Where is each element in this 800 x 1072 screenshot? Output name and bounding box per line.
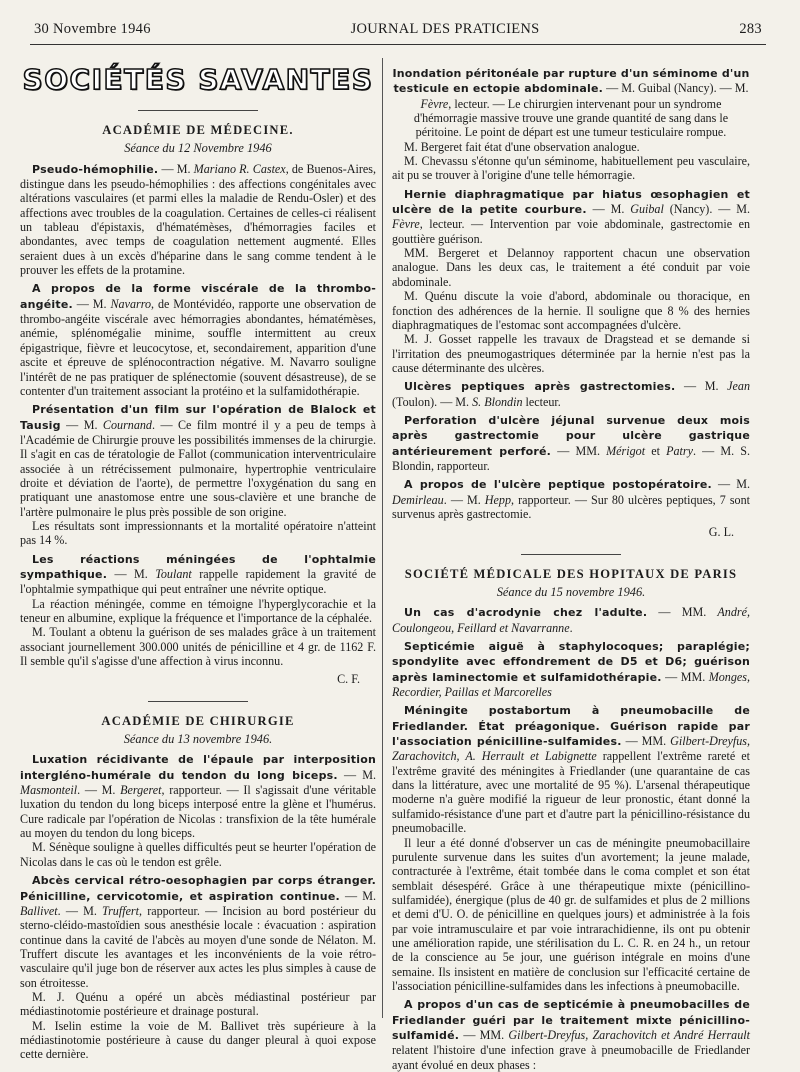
article-paragraph: M. Chevassu s'étonne qu'un séminome, habituellement peu vasculaire, ait pu se trouver à l'origine d'une telle hémorragie. bbox=[392, 154, 750, 183]
article-title: Septicémie aiguë à staphylocoques; paraplégie; spondylite avec effondrement de D5 et D6; guérison après laminectomie et sulfamidothérapie. bbox=[392, 640, 750, 684]
author: Cournand bbox=[102, 417, 152, 432]
article-title: Présentation d'un film sur l'opération de Blalock et Tausig bbox=[20, 403, 376, 432]
article-title: Méningite postabortum à pneumobacille de Friedlander. État préagonique. Guérison rapide par l'association pénicilline-sulfamides. bbox=[392, 704, 750, 749]
author: Ballivet bbox=[20, 903, 58, 918]
article-title: A propos de l'ulcère peptique postopératoire. bbox=[404, 478, 712, 492]
article-body: , rapporteur. — Sur 80 ulcères peptiques, 7 sont survenus après gastrectomie. bbox=[392, 492, 750, 521]
header-journal: JOURNAL DES PRATICIENS bbox=[350, 20, 540, 37]
article: Inondation péritonéale par rupture d'un séminome d'un testicule en ectopie abdominale. — M. Guibal (Nancy). — M. Fèvre, lecteur. — Le chirurgien intervenant pour un syndrome d'hémorragie massive trouve une grande quantité de sang dans le péritoine. Le point de départ est une tumeur testiculaire rompue. bbox=[392, 67, 750, 140]
article-title: A propos d'un cas de septicémie à pneumobacilles de Friedlander guéri par le traitement mixte pénicillino-sulfamidé. bbox=[392, 998, 750, 1042]
article: Pseudo-hémophilie. — M. Mariano R. Castex, de Buenos-Aires, distingue dans les pseudo-hémophilies : des affections congénitales avec altérations vasculaires (et parmi elles la maladie de Rendu-Osler) et des affections avec troubles de la coagulation. Certaines de celles-ci réalisent un tableau d'épistaxis, d'hématémèses, d'hémorragies faciles et abondantes, avec temps de coagulation nettement augmenté. Elles seraient dues à un excès d'héparine dans le sang comme tendent à le prouver les effets de la protamine. bbox=[20, 161, 376, 278]
section-rule bbox=[521, 554, 621, 555]
article-paragraph: M. Toulant a obtenu la guérison de ses malades grâce à un traitement associant journellement 300.000 unités de pénicilline et 4 gr. de 1162 F. Il semble qu'il s'agisse d'une affection à virus inconnu. bbox=[20, 625, 376, 669]
author: Truffert bbox=[102, 903, 139, 918]
article: Présentation d'un film sur l'opération de Blalock et Tausig — M. Cournand. — Ce film montré il y a peu de temps à l'Académie de Chirurgie prouve les possibilités immenses de la chirurgie. Il s'agit en cas de tératologie de Fallot (communication interventriculaire associée à un rétrécissement pulmonaire, hypertrophie ventriculaire droite et déviation de l'aorte), de permettre l'oxygénation du sang en pratiquant une anastomose entre une sous-clavière et une branche de l'artère pulmonaire le plus près possible de son origine. bbox=[20, 403, 376, 519]
article-title: A propos de la forme viscérale de la thrombo-angéite. bbox=[20, 282, 376, 311]
author: Hepp bbox=[484, 492, 511, 507]
article-paragraph: MM. Bergeret et Delannoy rapportent chacun une observation analogue. Dans les deux cas, le traitement a été conduit par voie abdominale. bbox=[392, 246, 750, 289]
article-title: Hernie diaphragmatique par hiatus œsophagien et ulcère de la petite courbure. bbox=[392, 187, 750, 217]
header-page-number: 283 bbox=[739, 20, 762, 37]
article-paragraph: Il leur a été donné d'observer un cas de méningite pneumobacillaire purulente survenue dans les suites d'un avortement; la jeune malade, contracturée à l'extrême, était tombée dans le coma complet et son état semblait désespéré. Grâce à une thérapeutique mixte (pénicillino-sulfamidée), énergique (plus de 40 gr. de sulfamides et plus de 2 millions et demi d'U. O. de pénicilline en quelques jours) et administrée à la fois par voie intramusculaire et par voie intrarachidienne, ils ont pu obtenir une amélioration rapide, une stérilisation du L. C. R. en 24 h., un retour de la conscience au 5e jour, une guérison intégrale en moins d'une semaine. Ils insistent en matière de conclusion sur l'efficacité certaine de l'association pénicilline-sulfamides dans les infections à pneumobacille. bbox=[392, 835, 750, 993]
author: Masmonteil bbox=[20, 783, 78, 798]
running-header bbox=[34, 18, 762, 40]
article: Méningite postabortum à pneumobacille de Friedlander. État préagonique. Guérison rapide par l'association pénicilline-sulfamides. — MM. Gilbert-Dreyfus, Zarachovitch, A. Herrault et Labignette rappellent l'extrême rareté et l'extrême gravité des méningites à Friedlander (une quarantaine de cas dans la littérature, avec une mortalité de 95 %). L'arsenal thérapeutique moderne n'a guère modifié la rigueur de leur pronostic, étant donné la sulfamido-résistance d'une part et d'autre part la pénicillino-résistance du pneumobacille. bbox=[392, 704, 750, 836]
article-body: . — Ce film montré il y a peu de temps à l'Académie de Chirurgie prouve les possibilités immenses de la chirurgie. Il s'agit en cas de tératologie de Fallot (communication interventriculaire associée à un rétrécissement pulmonaire, hypertrophie ventriculaire droite et déviation de l'aorte), de permettre l'oxygénation du sang en pratiquant une anastomose entre une sous-clavière et une branche de l'artère pulmonaire le plus près possible de son origine. bbox=[20, 417, 376, 519]
article-paragraph: M. J. Quénu a opéré un abcès médiastinal postérieur par médiastinotomie postérieure et drainage postural. bbox=[20, 989, 376, 1019]
author: Bergeret bbox=[120, 783, 162, 798]
article-body: lecteur. bbox=[522, 394, 561, 409]
article: Ulcères peptiques après gastrectomies. — M. Jean (Toulon). — M. S. Blondin lecteur. bbox=[392, 379, 750, 409]
article-body: rappellent l'extrême rareté et l'extrême gravité des méningites à Friedlander (une quarantaine de cas dans la littérature, avec une mortalité de 95 %). L'arsenal thérapeutique moderne n'a guère modifié la rigueur de leur pronostic, étant donné la sulfamido-résistance d'une part et d'autre part la pénicillino-résistance du pneumobacille. bbox=[392, 749, 750, 836]
author: Guibal bbox=[630, 202, 664, 217]
article-body: , rapporteur. — Il s'agissait d'une véritable luxation du tendon du long biceps interposé entre la glène et l'humérus. Cure radicale par l'opération de Nicolas : transfixion de la tête humérale au moyen du tendon du long biceps. bbox=[20, 783, 376, 841]
article-body: relatent l'histoire d'une infection grave à pneumobacille de Friedlander ayant évolué en deux phases : bbox=[392, 1043, 750, 1072]
left-column bbox=[20, 58, 376, 1062]
article-paragraph: Les résultats sont impressionnants et la mortalité opératoire n'atteint pas 14 %. bbox=[20, 518, 376, 548]
author: Patry bbox=[666, 443, 693, 458]
right-column bbox=[392, 62, 750, 1072]
article-paragraph: M. Iselin estime la voie de M. Ballivet très supérieure à la médiastinotomie postérieure à cause du danger pleural à quoi expose cette dernière. bbox=[20, 1018, 376, 1062]
author: Jean bbox=[727, 379, 750, 394]
author: Fèvre bbox=[392, 217, 420, 232]
article: Septicémie aiguë à staphylocoques; paraplégie; spondylite avec effondrement de D5 et D6; guérison après laminectomie et sulfamidothérapie. — MM. Monges, Recordier, Paillas et Marcorelles bbox=[392, 640, 750, 700]
article-title: Abcès cervical rétro-oesophagien par corps étranger. Pénicilline, cervicotomie, et aspiration continue. bbox=[20, 874, 376, 903]
article-paragraph: M. Bergeret fait état d'une observation analogue. bbox=[404, 139, 640, 154]
section-title: ACADÉMIE DE MÉDECINE. bbox=[102, 123, 294, 137]
article: A propos d'un cas de septicémie à pneumobacilles de Friedlander guéri par le traitement mixte pénicillino-sulfamidé. — MM. Gilbert-Dreyfus, Zarachovitch et André Herrault relatent l'histoire d'une infection grave à pneumobacille de Friedlander ayant évolué en deux phases : bbox=[392, 998, 750, 1072]
column-divider bbox=[382, 58, 383, 1018]
signature: C. F. bbox=[337, 672, 360, 687]
article-body: , lecteur. — Intervention par voie abdominale, gastrectomie en gouttière guérison. bbox=[392, 217, 750, 246]
section-title: ACADÉMIE DE CHIRURGIE bbox=[101, 713, 295, 728]
article-paragraph: M. Quénu discute la voie d'abord, abdominale ou thoracique, en fonction des adhérences de la hernie. Il souligne que 8 % des hernies diaphragmatiques de l'estomac sont accompagnées d'ulcère. bbox=[392, 289, 750, 332]
article-body: , rapporteur. — Incision au bord postérieur du sterno-cléido-mastoïdien sous anesthésie locale : évacuation : aspiration continue dans la cavité de l'abcès au moyen d'une sonde de Nélaton. M. Truffert discute les avantages et les inconvénients de la voie rétro-vasculaire qu'il juge bon de réserver aux actes les plus simples à cause de son étroitesse. bbox=[20, 903, 377, 990]
article-paragraph: M. Sénèque souligne à quelles difficultés peut se heurter l'opération de Nicolas dans le cas où le tendon est grêle. bbox=[20, 840, 376, 869]
article: Abcès cervical rétro-oesophagien par corps étranger. Pénicilline, cervicotomie, et aspiration continue. — M. Ballivet. — M. Truffert, rapporteur. — Incision au bord postérieur du sterno-cléido-mastoïdien sous anesthésie locale : évacuation : aspiration continue dans la cavité de l'abcès au moyen d'une sonde de Nélaton. M. Truffert discute les avantages et les inconvénients de la voie rétro-vasculaire qu'il juge bon de réserver aux actes les plus simples à cause de son étroitesse. bbox=[20, 874, 377, 990]
article-title: Les réactions méningées de l'ophtalmie sympathique. bbox=[20, 552, 376, 581]
article-title: Luxation récidivante de l'épaule par interposition intergléno-humérale du tendon du long biceps. bbox=[20, 753, 376, 782]
article: Un cas d'acrodynie chez l'adulte. — MM. André, Coulongeou, Feillard et Navarranne. bbox=[392, 605, 750, 635]
article-title: Perforation d'ulcère jéjunal survenue deux mois après gastrectomie pour ulcère gastrique antérieurement perforé. bbox=[392, 413, 750, 458]
article-body: , de Buenos-Aires, distingue dans les pseudo-hémophilies : des affections congénitales avec altérations vasculaires (et parmi elles la maladie de Rendu-Osler) et des affections avec troubles de la coagulation. Certaines de celles-ci réalisent un tableau d'épistaxis, d'hématémèses, d'hémorragies faciles et abondantes, avec temps de coagulation nettement augmenté. Elles seraient dues à un excès d'héparine dans le sang comme tendent à le prouver les effets de la protamine. bbox=[20, 161, 376, 278]
article-title: Inondation péritonéale par rupture d'un séminome d'un testicule en ectopie abdominale. bbox=[392, 67, 750, 96]
author: Gilbert-Dreyfus, Zarachovitch et André Herrault bbox=[508, 1027, 750, 1042]
author: Demirleau bbox=[392, 492, 444, 507]
header-rule bbox=[30, 44, 766, 45]
author: Mariano R. Castex bbox=[193, 161, 286, 176]
article-paragraph: M. J. Gosset rappelle les travaux de Dragstead et se demande si l'irritation des pneumogastriques déterminée par la hernie n'est pas la cause déterminante des ulcères. bbox=[392, 332, 750, 375]
author: Mérigot bbox=[606, 443, 646, 458]
article: A propos de l'ulcère peptique postopératoire. — M. Demirleau. — M. Hepp, rapporteur. — Sur 80 ulcères peptiques, 7 sont survenus après gastrectomie. bbox=[392, 477, 750, 521]
article-title: Pseudo-hémophilie. bbox=[32, 162, 159, 176]
author: Gilbert-Dreyfus, Zarachovitch, A. Herrault et Labignette bbox=[392, 734, 750, 764]
author: Monges, Recordier, Paillas et Marcorelles bbox=[392, 669, 750, 700]
title-rule bbox=[138, 110, 258, 111]
header-date: 30 Novembre 1946 bbox=[34, 20, 151, 37]
article-title: Ulcères peptiques après gastrectomies. bbox=[404, 380, 676, 394]
section-title: SOCIÉTÉ MÉDICALE DES HOPITAUX DE PARIS bbox=[404, 566, 738, 581]
article: Les réactions méningées de l'ophtalmie sympathique. — M. Toulant rappelle rapidement la gravité de l'ophtalmie sympathique qui peut entraîner une névrite optique. bbox=[20, 552, 376, 597]
author: Fèvre bbox=[420, 96, 449, 111]
author: S. Blondin bbox=[472, 394, 523, 409]
author: Guibal bbox=[638, 81, 671, 96]
session-date: Séance du 13 novembre 1946. bbox=[123, 732, 273, 747]
article-body: , lecteur. — Le chirurgien intervenant pour un syndrome d'hémorragie massive trouve une grande quantité de sang dans le péritoine. Le point de départ est une tumeur testiculaire rompue. bbox=[413, 96, 729, 140]
article-body: . — M. S. Blondin, rapporteur. bbox=[392, 443, 751, 473]
article-body: , de Montévidéo, rapporte une observation de thrombo-angéite viscérale avec hémorragies abondantes, hématémèses, anémie, splénomégalie minime, souffle intermittent au creux épigastrique, fièvre et leucocytose, et, secondairement, apparition d'une ascite et épreuve de splénocontraction négative. M. Navarro souligne l'intérêt de ne pas pratiquer de splénectomie (souvent désastreuse), de se contenter d'un traitement associant la protéino et la sulfamidothérapie. bbox=[20, 296, 376, 398]
section-rule bbox=[148, 701, 248, 702]
signature: G. L. bbox=[708, 525, 734, 540]
article-title: Un cas d'acrodynie chez l'adulte. bbox=[404, 606, 648, 620]
article-body: rappelle rapidement la gravité de l'ophtalmie sympathique qui peut entraîner une névrite optique. bbox=[20, 566, 376, 597]
article: Luxation récidivante de l'épaule par interposition intergléno-humérale du tendon du long biceps. — M. Masmonteil. — M. Bergeret, rapporteur. — Il s'agissait d'une véritable luxation du tendon du long biceps interposé entre la glène et l'humérus. Cure radicale par l'opération de Nicolas : transfixion de la tête humérale au moyen du tendon du long biceps. bbox=[20, 753, 376, 841]
author: André, Coulongeou, Feillard et Navarranne bbox=[392, 605, 750, 635]
article: Hernie diaphragmatique par hiatus œsophagien et ulcère de la petite courbure. — M. Guibal (Nancy). — M. Fèvre, lecteur. — Intervention par voie abdominale, gastrectomie en gouttière guérison. bbox=[392, 187, 750, 246]
session-date: Séance du 15 novembre 1946. bbox=[496, 585, 646, 599]
article: A propos de la forme viscérale de la thrombo-angéite. — M. Navarro, de Montévidéo, rapporte une observation de thrombo-angéite viscérale avec hémorragies abondantes, hématémèses, anémie, splénomégalie minime, souffle intermittent au creux épigastrique, fièvre et leucocytose, et, secondairement, apparition d'une ascite et épreuve de splénocontraction négative. M. Navarro souligne l'intérêt de ne pas pratiquer de splénectomie (souvent désastreuse), de se contenter d'un traitement associant la protéino et la sulfamidothérapie. bbox=[20, 282, 376, 398]
author: Navarro bbox=[110, 296, 152, 311]
author: Toulant bbox=[155, 566, 192, 581]
session-date: Séance du 12 Novembre 1946 bbox=[124, 141, 272, 156]
article-paragraph: La réaction méningée, comme en témoigne l'hyperglycorachie et la teneur en albumine, explique la fréquence et l'importance de la céphalée. bbox=[20, 596, 376, 625]
main-title: SOCIÉTÉS SAVANTES bbox=[22, 63, 374, 96]
article: Perforation d'ulcère jéjunal survenue deux mois après gastrectomie pour ulcère gastrique antérieurement perforé. — MM. Mérigot et Patry. — M. S. Blondin, rapporteur. bbox=[392, 413, 751, 473]
